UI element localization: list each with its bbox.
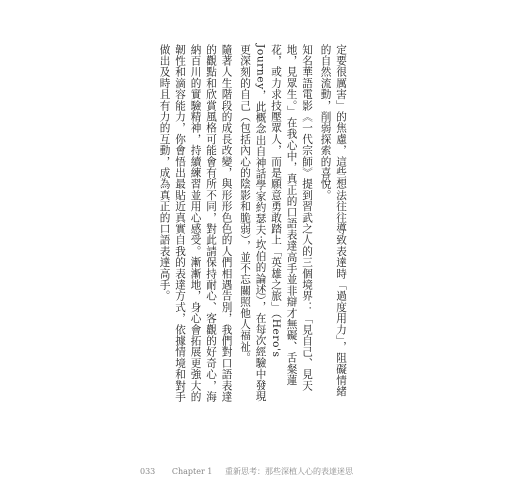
- chapter-label: Chapter 1: [171, 467, 213, 476]
- page-footer: [140, 466, 353, 480]
- paragraph: 定要很厲害」的焦慮，這些想法往往導致表達時「過度用力」，阻礙情緒的自然流動，削弱探索的喜悅。: [319, 44, 347, 398]
- body-text: [156, 44, 348, 404]
- page-number: 033: [140, 467, 156, 476]
- paragraph: 知名華語電影《一代宗師》提到習武之人的三個境界：「見自己、見天地，見眾生。」在我心中，真正的口語表達高手並非辯才無礙、舌粲蓮花，或力求技壓眾人，而是願意勇敢踏上「英雄之旅」（Hero's Journey，此概念出自神話學家約瑟夫‧坎伯的論述），在每次經驗中發現更深刻的自己（包括內心的陰影和脆弱），並不忘關照他人福祉。: [239, 44, 313, 403]
- chapter-title: 重新思考：那些深植人心的表達迷思: [224, 467, 353, 476]
- paragraph: 隨著人生階段的成長改變，與形形色色的人們相遇告別，我們對口語表達的觀點和欣賞風格可能會有所不同，對此請保持耐心、客觀的好奇心，海納百川的實驗精神，持續練習並用心感受。漸漸地，身心會拓展更強大的韌性和滴容能力，你會悟出最貼近真實自我的表達方式，依據情境和對手做出及時且有力的互動，成為真正的口語表達高手。: [158, 44, 233, 403]
